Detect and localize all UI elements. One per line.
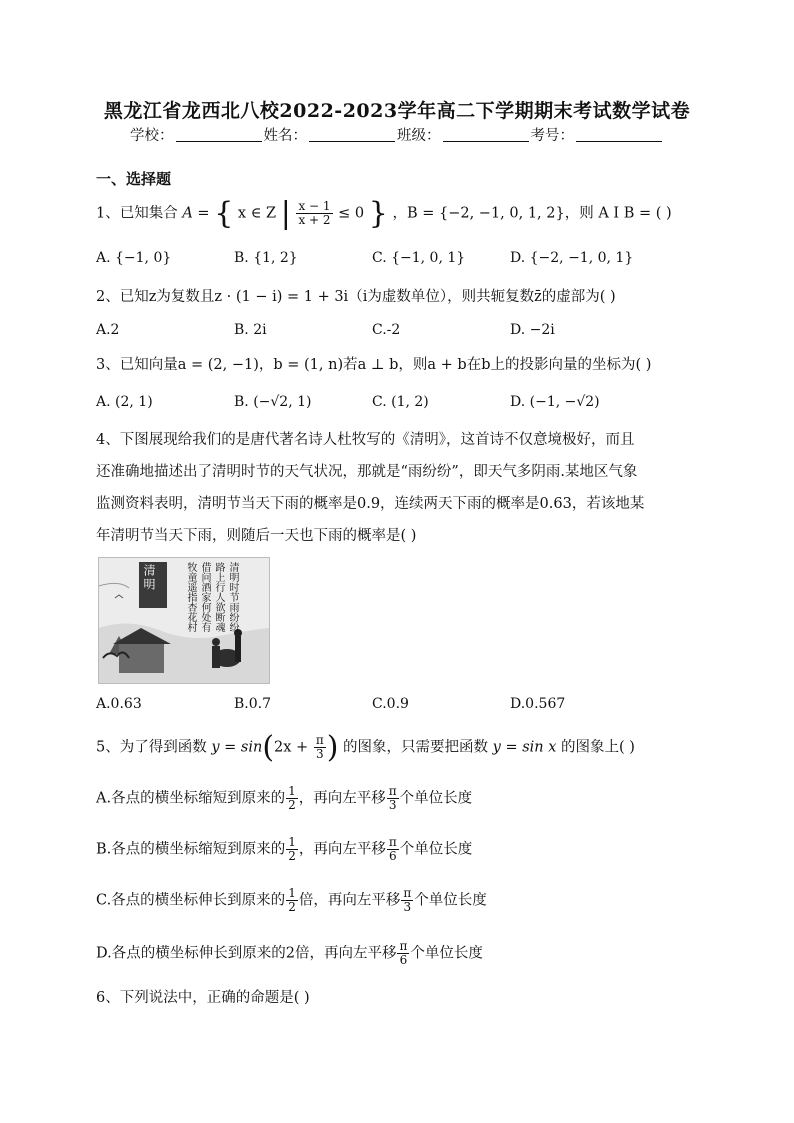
question-1: 1、已知集合 A = { x ∈ Z | $\frac{x - 1}{x + 2}$ ≤ 0 } ，B = {−2, −1, 0, 1, 2}，则 A I B = ( ) [96,196,672,231]
q5-b-fn: 1 [288,835,296,849]
q4-line-3: 监测资料表明，清明节当天下雨的概率是0.9，连续两天下雨的概率是0.63，若该地某 [96,496,645,512]
q1-set-b: ，B = {−2, −1, 0, 1, 2}，则 [392,205,594,222]
q5-b-mid: ，再向左平移 [298,841,386,858]
q5-d-sd: 6 [399,953,408,967]
q1-bar: | [280,196,291,231]
q1-frac-den: x + 2 [298,213,331,227]
q2-option-a[interactable]: A.2 [96,322,120,338]
q1-left-brace: { [214,196,234,231]
question-6: 6、下列说法中，正确的命题是( ) [96,990,310,1006]
q4-option-d[interactable]: D.0.567 [510,696,566,712]
school-blank[interactable] [176,127,262,142]
name-blank[interactable] [309,127,395,142]
q5-a-sd: 3 [388,798,397,812]
q4-option-b[interactable]: B.0.7 [234,696,272,712]
section-title: 一、选择题 [96,170,172,188]
student-info-line [0,124,794,145]
q4-line-1: 4、下图展现给我们的是唐代著名诗人杜牧写的《清明》，这首诗不仅意境极好，而且 [96,432,635,448]
school-label: 学校： [130,128,174,144]
q5-rparen: ) [326,730,339,765]
q5-c-pre: C.各点的横坐标伸长到原来的 [96,892,286,909]
q5-three: 3 [315,747,324,761]
q5-b-fd: 2 [288,849,296,863]
q1-option-a[interactable]: A. {−1, 0} [96,250,172,266]
exam-title: 黑龙江省龙西北八校2022-2023学年高二下学期期末考试数学试卷 [103,100,691,122]
number-label: 考号： [530,128,574,144]
q5-d-sn: π [399,939,408,953]
q5-a-shift [387,785,399,812]
q5-func2: y = sin x [492,739,557,756]
q5-option-c[interactable] [96,887,487,914]
q5-a-pre: A.各点的横坐标缩短到原来的 [96,790,286,807]
q5-pi-over-3 [314,734,326,761]
q5-a-post: 个单位长度 [399,790,473,807]
question-2: 2、已知z为复数且z · (1 − i) = 1 + 3i（i为虚数单位），则共轭复数z̄的虚部为( ) [96,289,616,305]
question-5 [96,730,635,765]
class-label: 班级： [397,128,441,144]
q4-line-2: 还准确地描述出了清明时节的天气状况，那就是“雨纷纷”，即天气多阴雨.某地区气象 [96,464,638,480]
q5-a-sn: π [388,784,397,798]
q5-a-mid: ，再向左平移 [298,790,386,807]
q5-a-fn: 1 [288,784,296,798]
question-3: 3、已知向量a = (2, −1)，b = (1, n)若a ⊥ b，则a + b在b上的投影向量的坐标为( ) [96,357,652,373]
q1-option-d[interactable]: D. {−2, −1, 0, 1} [510,250,634,266]
q5-c-mid: 倍，再向左平移 [298,892,401,909]
q3-option-c[interactable]: C. (1, 2) [372,394,429,410]
q4-option-c[interactable]: C.0.9 [372,696,409,712]
q5-b-frac [286,836,298,863]
q3-option-a[interactable]: A. (2, 1) [96,394,153,410]
poem-title: 清明 [142,564,156,592]
poem-col-3: 借问酒家何处有 [199,562,210,632]
q2-option-d[interactable]: D. −2i [510,322,555,338]
q5-func: y = sin [211,739,263,756]
q5-suffix: 的图象，只需要把函数 [343,739,489,756]
q5-c-sn: π [403,886,412,900]
name-label: 姓名： [263,128,307,144]
q5-b-shift [387,836,399,863]
q1-set-a-elem: x ∈ Z [237,205,277,222]
q5-b-sn: π [388,835,397,849]
q1-tail: A I B = ( ) [598,205,672,222]
q5-c-sd: 3 [403,900,412,914]
q5-c-fd: 2 [288,900,296,914]
q1-right-brace: } [368,196,388,231]
q5-option-b[interactable] [96,836,472,863]
poem-col-2: 路上行人欲断魂 [213,562,224,632]
q5-option-a[interactable] [96,785,472,812]
q5-a-fd: 2 [288,798,296,812]
q5-a-frac [286,785,298,812]
q3-option-b[interactable]: B. (−√2, 1) [234,394,312,410]
q5-lparen: ( [262,730,275,765]
q5-b-pre: B.各点的横坐标缩短到原来的 [96,841,286,858]
question-4 [96,424,696,552]
q5-b-post: 个单位长度 [399,841,473,858]
q5-c-fn: 1 [288,886,296,900]
q3-option-d[interactable]: D. (−1, −√2) [510,394,600,410]
q2-option-c[interactable]: C.-2 [372,322,401,338]
q5-pi: π [315,733,324,747]
q4-option-a[interactable]: A.0.63 [96,696,142,712]
q2-option-b[interactable]: B. 2i [234,322,267,338]
q4-line-4: 年清明节当天下雨，则随后一天也下雨的概率是( ) [96,528,417,544]
q1-ineq: ≤ 0 [338,205,365,222]
poem-illustration [99,558,269,683]
q5-suffix2: 的图象上( ) [561,739,635,756]
class-blank[interactable] [443,127,529,142]
q5-d-shift [397,940,409,967]
q5-c-post: 个单位长度 [414,892,487,909]
q1-set-a-label: A [182,205,193,222]
q5-inner: 2x + [274,739,309,756]
q5-b-sd: 6 [389,849,397,863]
q1-prefix: 1、已知集合 [96,205,178,222]
number-blank[interactable] [576,127,662,142]
q1-option-c[interactable]: C. {−1, 0, 1} [372,250,466,266]
q1-frac-num: x − 1 [298,199,331,213]
q5-c-frac [286,887,298,914]
poem-col-1: 清明时节雨纷纷 [227,562,238,632]
q1-option-b[interactable]: B. {1, 2} [234,250,298,266]
q5-d-pre: D.各点的横坐标伸长到原来的2倍，再向左平移 [96,945,397,962]
q5-c-shift [401,887,413,914]
qingming-poem-image [98,557,270,684]
q5-prefix: 5、为了得到函数 [96,739,207,756]
poem-col-4: 牧童遥指杏花村 [185,562,196,632]
poem-text [185,562,238,632]
q5-d-post: 个单位长度 [410,945,483,962]
q5-option-d[interactable] [96,940,483,967]
q1-fraction [296,200,332,227]
